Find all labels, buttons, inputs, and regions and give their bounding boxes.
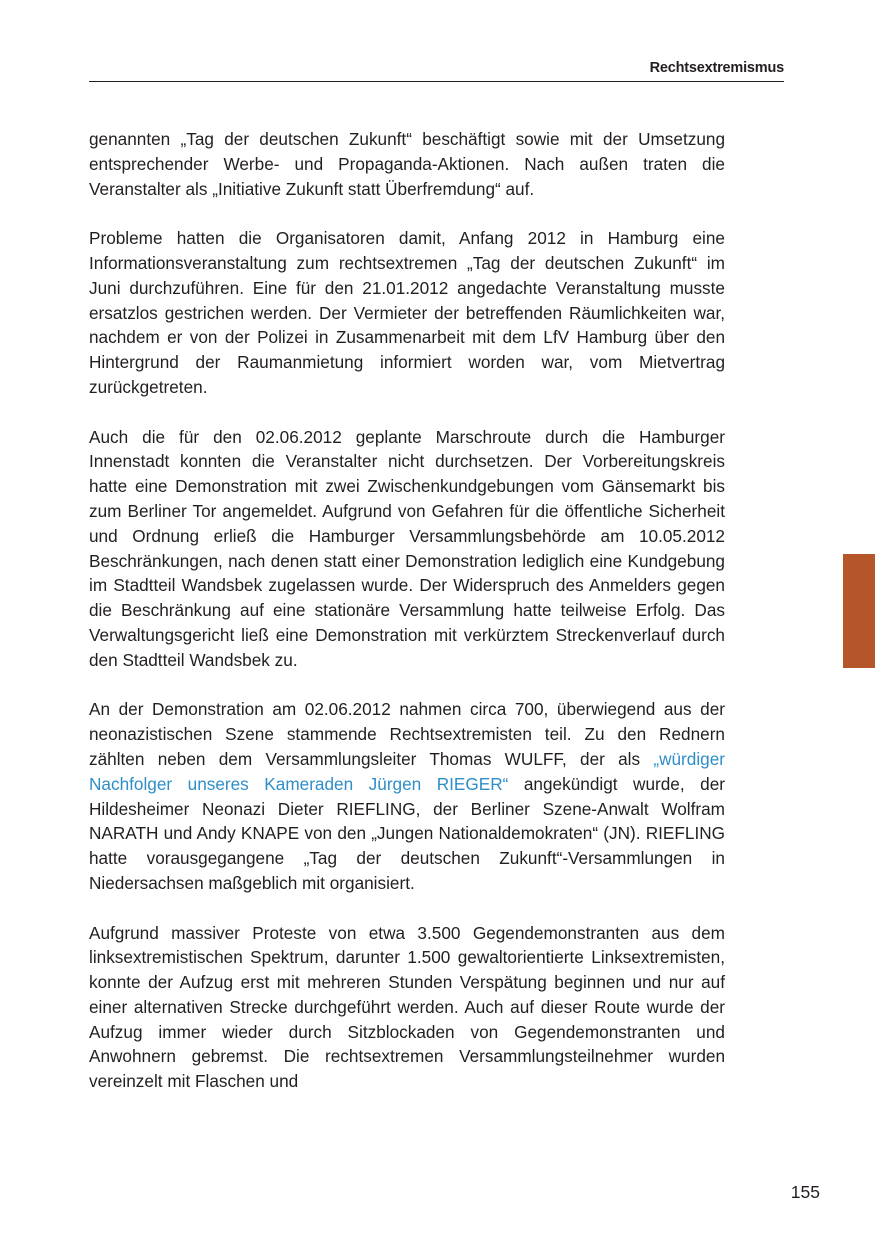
paragraph-3: Auch die für den 02.06.2012 geplante Marschroute durch die Hamburger Innenstadt konnten die Veranstalter nicht durchsetzen. Der Vorbereitungskreis hatte eine Demonstration mit zwei Zwischenkundgebungen vom Gänsemarkt bis zum Berliner Tor angemeldet. Aufgrund von Gefahren für die öffentliche Sicherheit und Ordnung erließ die Hamburger Versammlungsbehörde am 10.05.2012 Beschränkungen, nach denen statt einer Demonstration lediglich eine Kundgebung im Stadtteil Wandsbek zugelassen wurde. Der Widerspruch des Anmelders gegen die Beschränkung auf eine stationäre Versammlung hatte teilweise Erfolg. Das Verwaltungsgericht ließ eine Demonstration mit verkürztem Streckenverlauf durch den Stadtteil Wandsbek zu.: [89, 426, 725, 670]
paragraph-4-text-before: An der Demonstration am 02.06.2012 nahmen circa 700, überwiegend aus der neonazistischen Szene stammende Rechtsextremisten teil. Zu den Rednern zählten neben dem Versammlungsleiter Thomas WULFF, der als: [89, 699, 725, 769]
chapter-tab-marker: [843, 554, 875, 668]
highlighted-quote: „würdiger Nachfolger unseres Kameraden Jürgen RIEGER“: [89, 748, 725, 794]
running-header: [89, 59, 784, 82]
paragraph-2: Probleme hatten die Organisatoren damit, Anfang 2012 in Hamburg eine Informationsveranstaltung zum rechtsextremen „Tag der deutschen Zukunft“ im Juni durchzuführen. Eine für den 21.01.2012 angedachte Veranstaltung musste ersatzlos gestrichen werden. Der Vermieter der betreffenden Räumlichkeiten war, nachdem er von der Polizei in Zusammenarbeit mit dem LfV Hamburg über den Hintergrund der Raumanmietung informiert worden war, vom Mietvertrag zurückgetreten.: [89, 228, 725, 397]
paragraph-4: [89, 697, 725, 895]
paragraph-4-text-after: angekündigt wurde, der Hildesheimer Neonazi Dieter RIEFLING, der Berliner Szene-Anwalt Wolfram NARATH und Andy KNAPE von den „Jungen Nationaldemokraten“ (JN). RIEFLING hatte vorausgegangene „Tag der deutschen Zukunft“-Versammlungen in Niedersachsen maßgeblich mit organisiert.: [89, 773, 725, 893]
paragraph-5: Aufgrund massiver Proteste von etwa 3.500 Gegendemonstranten aus dem linksextremistischen Spektrum, darunter 1.500 gewaltorientierte Linksextremisten, konnte der Aufzug erst mit mehreren Stunden Verspätung beginnen und nur auf einer alternativen Strecke durchgeführt werden. Auch auf dieser Route wurde der Aufzug immer wieder durch Sitzblockaden von Gegendemonstranten und Anwohnern gebremst. Die rechtsextremen Versammlungsteilnehmer wurden vereinzelt mit Flaschen und: [89, 922, 725, 1092]
section-title: Rechtsextremismus: [649, 60, 784, 76]
paragraph-1: genannten „Tag der deutschen Zukunft“ beschäftigt sowie mit der Umsetzung entsprechender Werbe- und Propaganda-Aktionen. Nach außen traten die Veranstalter als „Initiative Zukunft statt Überfremdung“ auf.: [89, 129, 725, 199]
page-number: 155: [790, 1182, 820, 1202]
page-body: [89, 127, 725, 1119]
